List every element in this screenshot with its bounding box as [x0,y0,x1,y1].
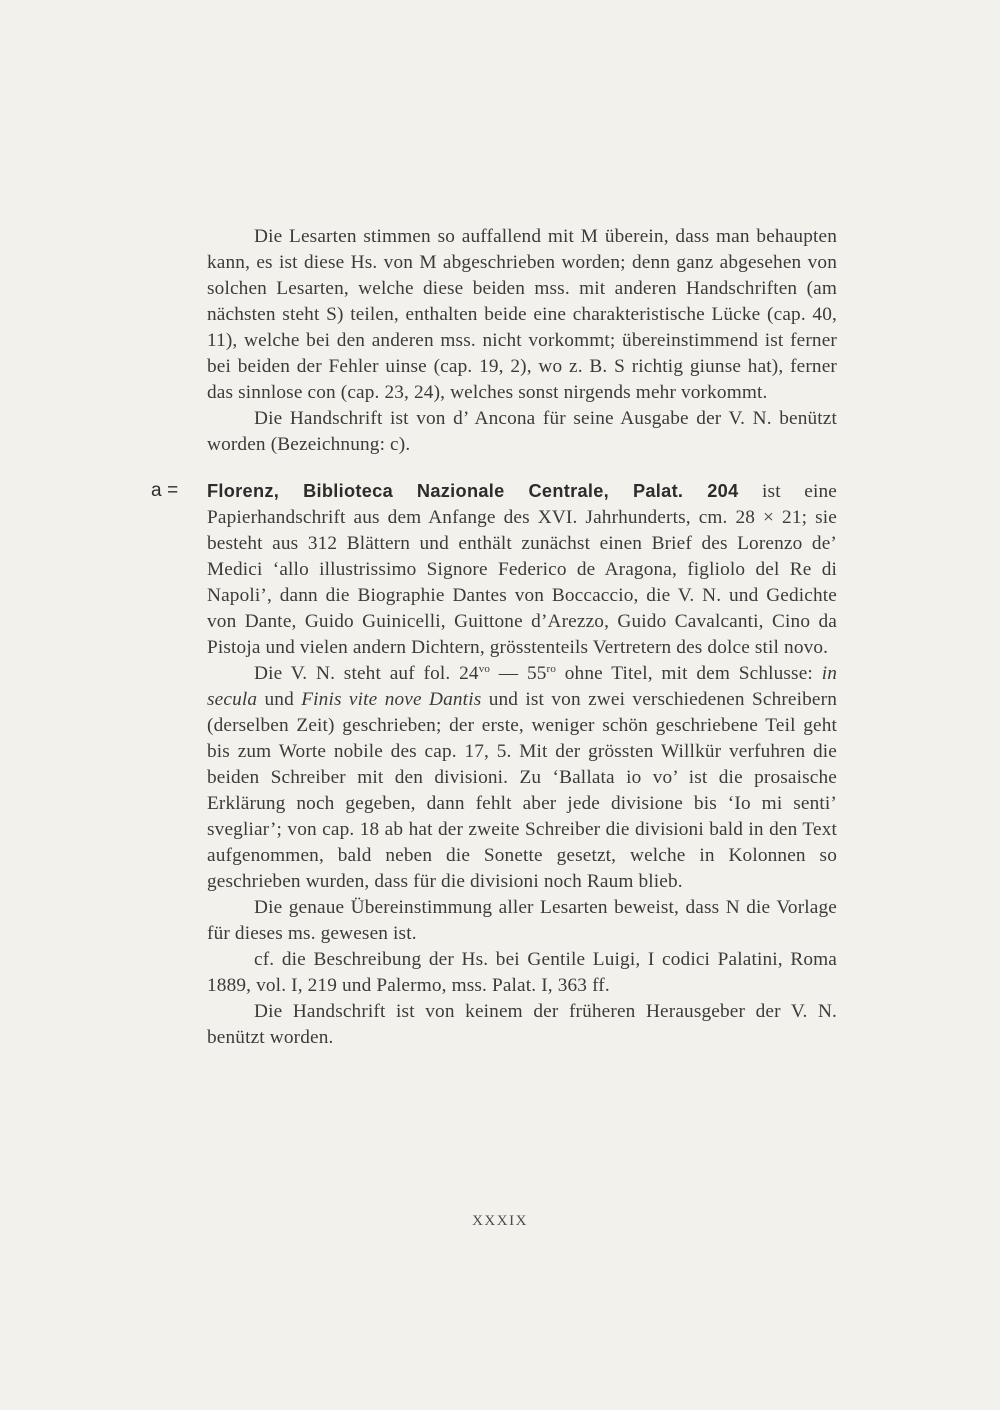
entry-description: ist eine Papierhandschrift aus dem Anfange des XVI. Jahrhunderts, cm. 28 × 21; sie besteht aus 312 Blättern und enthält zunächst einen Brief des Lorenzo de’ Medici ‘allo illustrissimo Signore Federico de Aragona, figliolo del Re di Napoli’, dann die Biographie Dantes von Boccaccio, die V. N. und Gedichte von Dante, Guido Guinicelli, Guittone d’Arezzo, Guido Cavalcanti, Cino da Pistoja und vielen andern Dichtern, grösstenteils Vertretern des dolce stil novo. [207,481,837,658]
paragraph-uebereinstimmung: Die genaue Übereinstimmung aller Lesarten beweist, dass N die Vorlage für dieses ms. gewesen ist. [207,897,837,944]
folio-sup-recto: ro [546,663,556,675]
paragraph-folio [207,661,837,895]
folio-text-4: und [257,689,302,710]
page-number: XXXIX [472,1213,528,1229]
paragraph-herausgeber: Die Handschrift ist von keinem der früheren Herausgeber der V. N. benützt worden. [207,1001,837,1048]
folio-text-1: Die V. N. steht auf fol. 24 [254,663,479,684]
folio-text-3: ohne Titel, mit dem Schlusse: [556,663,822,684]
folio-text-2: — 55 [490,663,547,684]
entry-siglum: a = [151,480,179,501]
manuscript-entry [151,478,837,661]
paragraph-ancona: Die Handschrift ist von d’ Ancona für seine Ausgabe der V. N. benützt worden (Bezeichnung: c). [207,408,837,455]
folio-sup-verso: vo [478,663,491,675]
body-text [151,224,838,1051]
paragraph-beschreibung: cf. die Beschreibung der Hs. bei Gentile Luigi, I codici Palatini, Roma 1889, vol. I, 219 und Palermo, mss. Palat. I, 363 ff. [207,949,837,996]
italic-finis-vite: Finis vite nove Dantis [301,689,482,710]
paragraph-lesarten: Die Lesarten stimmen so auffallend mit M überein, dass man behaupten kann, es ist diese Hs. von M abgeschrieben worden; denn ganz abgesehen von solchen Lesarten, welche diese beiden mss. mit anderen Handschriften (am nächsten steht S) teilen, enthalten beide eine charakteristische Lücke (cap. 40, 11), welche bei den anderen mss. nicht vorkommt; übereinstimmend ist ferner bei beiden der Fehler uinse (cap. 19, 2), wo z. B. S richtig giunse hat), ferner das sinnlose con (cap. 23, 24), welches sonst nirgends mehr vorkommt. [207,226,837,403]
folio-text-5: und ist von zwei verschiedenen Schreibern (derselben Zeit) geschrieben; der erste, weniger schön geschriebene Teil geht bis zum Worte nobile des cap. 17, 5. Mit der grössten Willkür verfuhren die beiden Schreiber mit den divisioni. Zu ‘Ballata io vo’ ist die prosaische Erklärung noch gegeben, dann fehlt aber jede divisione bis ‘Io mi senti’ svegliar’; von cap. 18 ab hat der zweite Schreiber die divisioni bald in den Text aufgenommen, bald neben die Sonette gesetzt, welche in Kolonnen so geschrieben wurden, dass für die divisioni noch Raum blieb. [207,689,838,892]
entry-heading: Florenz, Biblioteca Nazionale Centrale, Palat. 204 [207,481,739,501]
italic-in-secula: in secula [207,663,837,710]
entry-paragraph [207,478,837,661]
